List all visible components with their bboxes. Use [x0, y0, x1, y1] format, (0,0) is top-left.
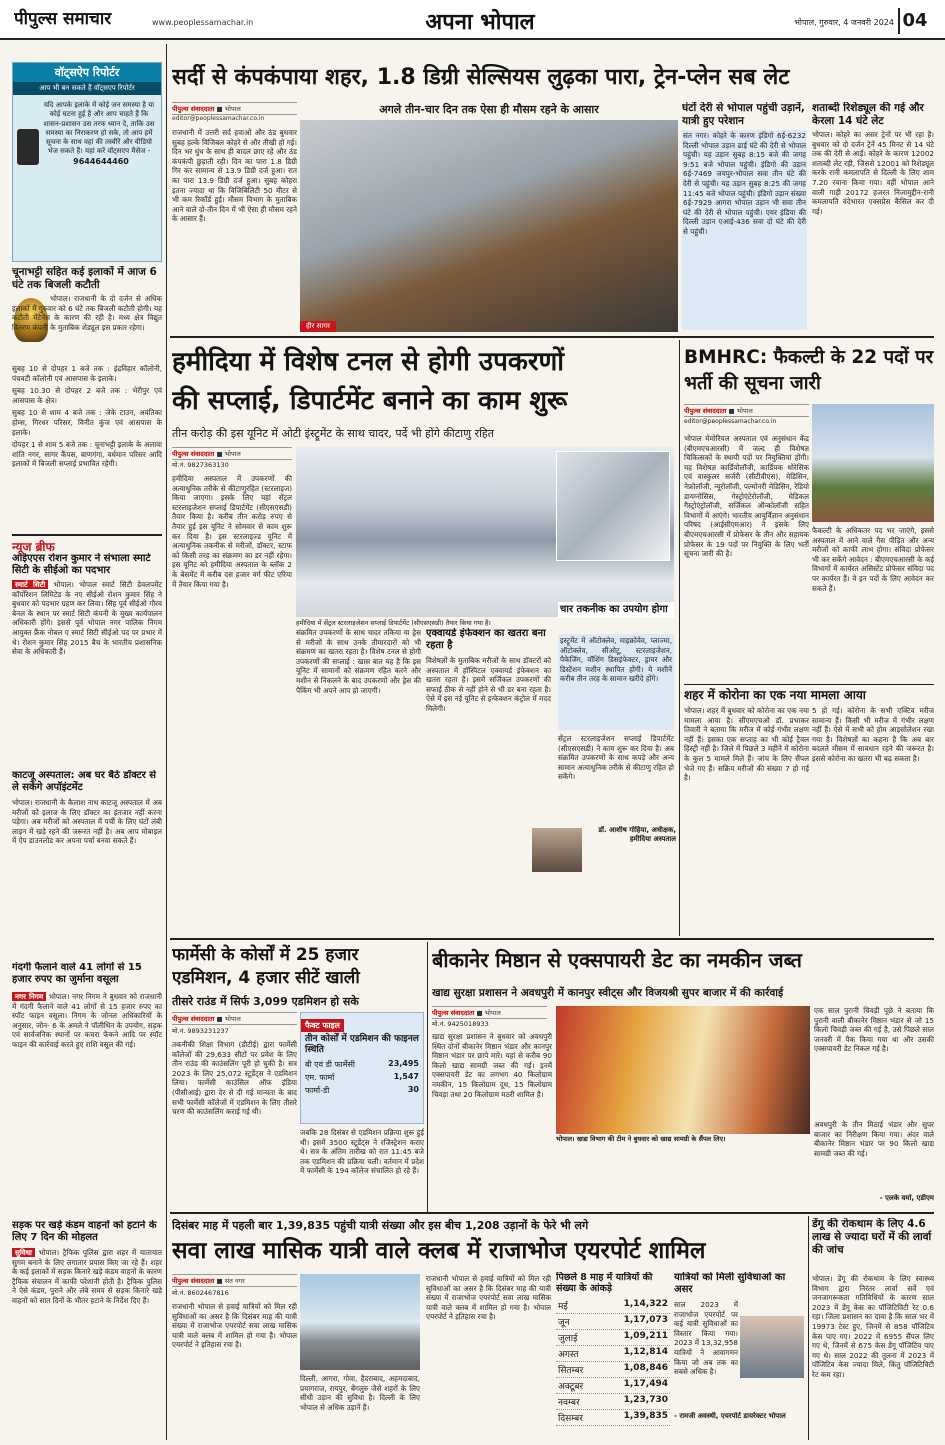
- hamidia-col2: संक्रमित उपकरणों के साथ चादर तकिया या ड्रेस से मरीजों के साथ उनके तीमारदारों को भी संक्रमण का खतरा रहता है। विशेष टनल से होगी उपकरणों की सप्लाई : खास बात यह है कि इस यूनिट में सामानों को संक्रमण रहित करने और मशीन से निकलने के बाद उपकरणों और ड्रेस की पैकिंग भी अपने आप हो जाएगी।: [296, 628, 421, 695]
- tech-box-body: इस्ट्रूमेंट में ऑटोक्लेव, माइक्रोवेव, प्लाज्मा, ऑटोक्लेव, सीओटू, स्टरलाइजेशन, पैकेजिंग, वॉशिंग डिसइंफेक्टर, ड्रायर और डिस्टेंशन मशीन स्थापित होंगी। ये मशीनें करीब तीन तरह के सामान खरीदे होंगे।: [558, 634, 674, 730]
- bmhrc-reporter: पीपुल्स संवाददाता: [684, 407, 727, 415]
- tech-box-headline: चार तकनीक का उपयोग होगा: [558, 602, 674, 618]
- fact-row: [301, 1058, 423, 1071]
- website: www.peoplessamachar.in: [152, 18, 254, 27]
- airport-mobile: मो.नं. 8602467816: [172, 1289, 229, 1297]
- section-rule-3: [170, 1212, 934, 1214]
- brief2-headline: काटजू अस्पताल: अब घर बैठे डॉक्टर से ले सकेंगे अपॉइंटमेंट: [12, 770, 157, 793]
- fact-row-name: फार्मा-डी: [305, 1086, 330, 1095]
- chart-value-label: 1,09,211: [623, 1331, 668, 1341]
- airport-byline: पीपुल्स संवाददाता ■ संत नगर: [172, 1274, 297, 1287]
- hamidia-photo-caption: हमीदिया में सेंट्रल स्टरलाइजेशन सप्लाई डिपार्टमेंट (सीएसएसडी) तैयार किया गया है।: [296, 619, 491, 627]
- brand-name: पीपुल्स समाचार: [14, 9, 112, 29]
- bmhrc-divider: [679, 340, 680, 936]
- chart-month-label: अक्टूबर: [558, 1382, 584, 1392]
- brief3-headline: गंदगी फैलाने वाले 41 लोगों से 15 हजार रुपए का जुर्माना वसूला: [12, 962, 142, 985]
- hamidia-reporter: पीपुल्स संवाददाता: [172, 450, 215, 458]
- whatsapp-box: [12, 62, 162, 262]
- dengue-body: भोपाल। डेंगू की रोकथाम के लिए स्वास्थ्य विभाग द्वारा निरंतर लार्वा सर्वे एवं जनजागरूकता गतिविधियों के कारण साल 2023 में डेंगू केस का पॉजिटिविटी रेट 0.6 रहा। जिला प्रशासन का दावा है कि साल भर में 19973 टेस्ट हुए, जिनमें से 858 पॉजिटिव केस पाए गए। 2022 में 6955 सैंपल लिए गए थे, जिनमें से 675 केस डेंगू पॉजिटिव पाए गए थे। साल 2022 की तुलना में 2023 में पॉजिटिव केस ज्यादा मिले, किंतु पॉजिटिविटी रेट कम रहा।: [812, 1274, 934, 1379]
- trains-headline: शताब्दी रिशेड्यूल की गई और केरला 14 घंटे लेट: [812, 102, 924, 127]
- news-brief-label: न्यूज ब्रीफ: [12, 534, 162, 555]
- chart-month-label: अगस्त: [558, 1350, 579, 1360]
- chart-month-label: नवम्बर: [558, 1398, 580, 1408]
- brief1-headline: आईएएस रोशन कुमार ने संभाला स्मार्ट सिटी के सीईओ का पदभार: [12, 553, 151, 576]
- hamidia-photo-inset: [556, 451, 670, 561]
- airport-reporter: पीपुल्स संवाददाता: [172, 1277, 215, 1285]
- chart-row: [556, 1330, 670, 1346]
- page-number: 04: [898, 8, 930, 34]
- chart-month-label: मई: [558, 1302, 568, 1312]
- bmhrc-body2: फैकल्टी के अधिकतर पद भर जाएंगे, इससे अस्पताल में आने वाले गैस पीड़ित और अन्य मरीजों को काफी लाभ होगा। संविदा प्रोफेसर भी कर सकेंगे आवेदन : बीएमएचआरसी के कई विभागों में कार्यरत असिस्टेंट प्रोफेसर संविदा पद पर कार्यरत हैं। वे इन पदों के लिए आवेदन कर सकते हैं।: [812, 526, 934, 593]
- cold-place: भोपाल: [224, 105, 241, 113]
- whatsapp-subtitle: आप भी बन सकते हैं वॉट्सएप रिपोर्टर: [13, 82, 161, 95]
- powercut-headline: चूनाभट्टी सहित कई इलाकों में आज 6 घंटे तक बिजली कटौती: [12, 266, 157, 291]
- passenger-chart: [556, 1272, 670, 1440]
- pharmacy-mobile: मो.नं. 9893231237: [172, 1027, 229, 1035]
- pharmacy-body: तकनीकी शिक्षा विभाग (डीटीई) द्वारा फार्मेसी कॉलेजों की 29,633 सीटों पर प्रवेश के लिए तीन राउंड की काउंसलिंग पूरी हो चुकी है। सत्र 2023 के लिए 25,072 स्टूडेंट्स ने एडमिशन लिया। फार्मेसी काउंसिल ऑफ इंडिया (पीसीआई) द्वारा देर से दी गई मान्यता के बाद सभी फार्मेसी कॉलेजों में एडमिशन के लिए तीसरे चरण की काउंसलिंग कराई गई थी।: [172, 1040, 297, 1117]
- fact-row: [301, 1084, 423, 1097]
- whatsapp-phone: 9644644460: [73, 156, 129, 166]
- chart-value-label: 1,08,846: [623, 1363, 668, 1373]
- powercut-item: सुबह 10 से दोपहर 1 बजे तक : इंद्रविहार कॉलोनी, पंचवटी कॉलोनी एवं आसपास के इलाके।: [12, 364, 162, 383]
- airport-headline: सवा लाख मासिक यात्री वाले क्लब में राजाभोज एयरपोर्ट शामिल: [172, 1238, 706, 1264]
- bmhrc-email: editor@peoplessamachar.co.in: [684, 418, 777, 425]
- airport-place: संत नगर: [224, 1277, 245, 1285]
- chart-value-label: 1,14,322: [623, 1299, 668, 1309]
- hamidia-headline-1: हमीदिया में विशेष टनल से होगी उपकरणों: [172, 347, 564, 377]
- brief2-body: भोपाल। राजधानी के कैलाश नाथ काटजू अस्पताल में अब मरीजों को इलाज के लिए डॉक्टर का इंतजार नहीं करना पड़ेगा। अब मरीजों को अस्पताल में पर्ची के लिए घंटों लंबी लाइन में खड़े रहने की जरूरत नहीं है। अब आप मोबाइल में ऐप डाउनलोड कर अपना पर्चा बनवा सकते हैं।: [12, 798, 162, 846]
- powercut-item: सुबह 10 से शाम 4 बजे तक : जेके टाउन, अवंतिका होम्स, गिरधर परिसर, विनीत कुंज एवं आसपास के इलाके।: [12, 408, 162, 437]
- airport-body3: [426, 1274, 551, 1438]
- fact-row-value: 1,547: [393, 1072, 419, 1081]
- bikaner-side: एक साल पुरानी चिवड़ी पूछे ने बताया कि पुरानी वाली बीकानेर मिष्ठान भंडार से जो 15 किलो चिवड़ी जब्त की गई है, उसे पिछले साल जनवरी में पैक किया गया था और उसकी एक्सपायरी डेट निकल गई है।: [814, 1006, 934, 1054]
- bikaner-place: भोपाल: [484, 1009, 501, 1017]
- trains-body: भोपाल। कोहरे का असर ट्रेनों पर भी रहा है। बुधवार को दो दर्जन ट्रेनें 45 मिनट से 14 घंटे तक की देरी से आईं। कोहरे के कारण 12002 शताब्दी लेट रही, जिससे 12001 को रिशेड्यूल करके रानी कमलापति से दिल्ली के लिए शाम 7.20 रवाना किया गया। वहीं भोपाल आने वाली गाड़ी 20172 हजरत निजामुद्दीन-रानी कमलापति वंदेभारत एक्सप्रेस कैंसिल कर दी गई।: [812, 130, 934, 216]
- powercut-list: [12, 364, 162, 530]
- fact-row-name: बी एवं डी फार्मेसी: [305, 1060, 355, 1069]
- chart-month-label: जुलाई: [558, 1334, 578, 1344]
- hamidia-byline: पीपुल्स संवाददाता ■ भोपाल: [172, 447, 292, 460]
- bikaner-divider: [427, 942, 428, 1212]
- facility-headline: यात्रियों को मिली सुविधाओं का असर: [674, 1272, 786, 1295]
- section-title: अपना भोपाल: [425, 10, 535, 35]
- bikaner-photo-caption: भोपाल। खाद्य विभाग की टीम ने बुधवार को खाद्य सामग्री के सैंपल लिए।: [556, 1135, 726, 1143]
- masthead: [0, 0, 945, 40]
- pharmacy-subhead: तीसरे राउंड में सिर्फ 3,099 एडमिशन हो सके: [172, 995, 359, 1008]
- hamidia-headline-2: की सप्लाई, डिपार्टमेंट बनाने का काम शुरू: [172, 386, 568, 416]
- cold-photo-credit: हीर सागर: [300, 321, 336, 332]
- chart-value-label: 1,17,073: [623, 1315, 668, 1325]
- dengue-headline: डेंगू की रोकथाम के लिए 4.6 लाख से ज्यादा घरों में की लार्वा की जांच: [812, 1218, 932, 1256]
- flights-headline: घंटों देरी से भोपाल पहुंची उड़ानें, यात्री हुए परेशान: [682, 102, 805, 127]
- chart-month-label: सितम्बर: [558, 1366, 584, 1376]
- hamidia-quote-by: डॉ. आशीष गोहिया, अधीक्षक, हमीदिया अस्पताल: [598, 826, 676, 843]
- chart-row: [556, 1314, 670, 1330]
- chart-rows: [556, 1298, 670, 1426]
- fact-file: [300, 1012, 424, 1124]
- brief3-tag: नगर निगम: [12, 992, 46, 1001]
- pharmacy-place: भोपाल: [224, 1015, 241, 1023]
- chart-row: [556, 1394, 670, 1410]
- infection-body: विशेषज्ञों के मुताबिक मरीजों के साथ डॉक्टरों को अस्पताल में हॉस्पिटल एक्वायर्ड इंफेक्शन का खतरा रहता है। इसमें सर्जिकल उपकरणों की सफाई ठीक से नहीं होने से भी डर बना रहता है। ऐसे में इस नई यूनिट से इन्फेक्शन कंट्रोल में मदद मिलेगी।: [426, 656, 551, 713]
- bikaner-photo: [556, 1006, 810, 1134]
- fact-file-label: फैक्ट फाइल: [301, 1019, 344, 1032]
- bikaner-reporter: पीपुल्स संवाददाता: [432, 1009, 475, 1017]
- cold-byline: पीपुल्स संवाददाता ■ भोपाल: [172, 102, 297, 115]
- pharmacy-reporter: पीपुल्स संवाददाता: [172, 1015, 215, 1023]
- hamidia-place: भोपाल: [224, 450, 241, 458]
- bikaner-headline: बीकानेर मिष्ठान से एक्सपायरी डेट का नमकीन जब्त: [432, 948, 802, 972]
- bikaner-subhead: खाद्य सुरक्षा प्रशासन ने अवधपुरी में कानपुर स्वीट्स और विजयश्री सुपर बाजार में की कार्रवाई: [432, 987, 784, 999]
- chart-value-label: 1,17,494: [623, 1379, 668, 1389]
- dengue-divider: [808, 1216, 809, 1440]
- bikaner-box-by: - एलके वर्मा, एडीएम: [879, 1194, 934, 1202]
- chart-row: [556, 1410, 670, 1426]
- airport-col3-text: राजधानी भोपाल से हवाई यात्रियों को मिल रही सुविधाओं का असर है कि दिसंबर माह की यात्री संख्या में राजाभोज एयरपोर्ट सवा लाख मासिक यात्री वाले क्लब में शामिल हो गया है। भोपाल एयरपोर्ट ने इतिहास रचा है।: [426, 1274, 551, 1322]
- airport-body2: दिल्ली, आगरा, गोवा, हैदराबाद, अहमदाबाद, प्रयागराज, रायपुर, बेंगलुरु जैसे शहरों के लिए सीधी उड़ान की सुविधा है। दिल्ली के लिए भोपाल से अधिक उड़ानें हैं।: [300, 1374, 420, 1412]
- dateline: भोपाल, गुरुवार, 4 जनवरी 2024: [794, 18, 894, 27]
- brief4-tag: सुविधा: [12, 1248, 35, 1257]
- pharmacy-byline: पीपुल्स संवाददाता ■ भोपाल: [172, 1012, 297, 1025]
- brief1-tag: स्मार्ट सिटी: [12, 580, 48, 589]
- bmhrc-place: भोपाल: [736, 407, 753, 415]
- infection-headline: एक्वायर्ड इंफेक्शन का खतरा बना रहता है: [426, 628, 546, 651]
- brief4-headline: सड़क पर खड़े कंडम वाहनों को हटाने के लिए 7 दिन की मोहलत: [12, 1220, 157, 1243]
- whatsapp-title: वॉट्सऐप रिपोर्टर: [13, 63, 161, 82]
- cold-headline: सर्दी से कंपकंपाया शहर, 1.8 डिग्री सेल्सियस लुढ़का पारा, ट्रेन-प्लेन सब लेट: [172, 65, 790, 90]
- chart-row: [556, 1362, 670, 1378]
- corona-body2: 5 हो गई। कोरोना के सभी एक्टिव मरीज सामान्य हैं। किसी भी मरीज में गंभीर लक्षण नहीं हैं। ऐसे में सभी को होम आइसोलेशन रखा गया है। विशेषज्ञों का कहना है कि अब बार बदलते मौसम में सावधान रहने की जरूरत है। इससे कोरोना का खतरा भी बढ़ सकता है।: [812, 706, 934, 763]
- cold-email: editor@peoplessamachar.co.in: [172, 115, 265, 122]
- section-rule: [170, 336, 934, 338]
- bmhrc-headline: BMHRC: फैकल्टी के 22 पदों पर भर्ती की सूचना जारी: [684, 347, 934, 394]
- section-rule-2: [170, 938, 934, 940]
- logo: [14, 6, 144, 32]
- chart-month-label: दिसम्बर: [558, 1414, 583, 1424]
- hamidia-photo: [296, 447, 674, 617]
- chart-value-label: 1,39,835: [623, 1411, 668, 1421]
- chart-row: [556, 1346, 670, 1362]
- airport-body: राजधानी भोपाल से हवाई यात्रियों को मिल रही सुविधाओं का असर है कि दिसंबर माह की यात्री संख्या में राजाभोज एयरपोर्ट सवा लाख मासिक यात्री वाले क्लब में शामिल हो गया है। भोपाल एयरपोर्ट ने इतिहास रचा है।: [172, 1302, 297, 1350]
- whatsapp-body: यदि आपके इलाके में कोई जन समस्या है या कोई घटना हुई है और आप चाहते हैं कि शासन-प्रशासन उस तरफ ध्यान दे, ताकि उस समस्या का निराकरण हो सके, तो आप हमें सूचना के साथ वहां की तस्वीरें और वीडियो भेज सकते हैं। यहां करें वॉट्सएप मैसेज -: [43, 101, 155, 156]
- hamidia-quote: सेंट्रल स्टरलाइजेशन सप्लाई डिपार्टमेंट (सीएसएसडी) ने काम शुरू कर दिया है। अब संक्रमित उपकरणों के साथ कपड़े और अन्य सामान अत्याधुनिक तरीके से कीटाणु रहित हो सकेंगे।: [558, 734, 674, 782]
- brief3-text: भोपाल। नगर निगम ने बुधवार को राजधानी में गंदगी फैलाने वाले 41 लोगों से 15 हजार रुपए का स्पॉट फाइन वसूला। निगम के जोनल अधिकारियों के अनुसार, जोन- 6 के अमले ने पॉलीथिन के उपयोग, सड़क एवं सार्वजनिक स्थानों पर कचरा फेंकने आदि पर स्पॉट फाइन की कार्रवाई करते हुए राशि वसूल की गई।: [12, 992, 162, 1049]
- facility-body: साल 2023 में राजाभोज एयरपोर्ट पर कई यात्री सुविधाओं का विस्तार किया गया। 2023 में 13,32,958 यात्रियों ने आवागमन किया जो अब तक का सबसे अधिक है।: [674, 1300, 738, 1377]
- bikaner-mobile: मो.नं. 9425018933: [432, 1020, 489, 1028]
- bikaner-body: खाद्य सुरक्षा प्रशासन ने बुधवार को अवधपुरी स्थित दोनों बीकानेर मिष्ठान भंडार और कानपुर मिष्ठान भंडार पर छापे मारे। यहां से करीब 90 किलो खाद्य सामग्री जब्त की गई। इनमें एक्सपायरी डेट का लगभग 40 किलोग्राम नमकीन, 15 किलोग्राम दूध, 15 किलोग्राम चिवड़ा तथा 20 किलोग्राम मठरी शामिल है।: [432, 1032, 552, 1099]
- airport-photo: [300, 1274, 420, 1370]
- cold-photo: [300, 120, 678, 332]
- chart-row: [556, 1298, 670, 1314]
- chart-row: [556, 1378, 670, 1394]
- powercut-intro: भोपाल। राजधानी के दो दर्जन से अधिक इलाकों में गुरुवार को 6 घंटे तक बिजली कटौती होगी। यह कटौती मेंटेनेंस के कारण की रही है। मध्य क्षेत्र विद्युत वितरण कंपनी के मुताबिक शेड्यूल इस प्रकार रहेगा।: [12, 294, 162, 332]
- hamidia-subhead: तीन करोड़ की इस यूनिट में ओटी इंस्ट्रूमेंट के साथ चादर, पर्दे भी होंगे कीटाणु रहित: [172, 427, 495, 440]
- bmhrc-byline: पीपुल्स संवाददाता ■ भोपाल: [684, 404, 809, 417]
- fact-row-value: 23,495: [388, 1059, 419, 1068]
- facility-quote-by: - रामजी अवस्थी, एयरपोर्ट डायरेक्टर भोपाल: [674, 1412, 786, 1420]
- corona-headline: शहर में कोरोना का एक नया मामला आया: [684, 684, 934, 703]
- fact-file-title: तीन कोर्सों में एडमिशन की फाइनल स्थिति: [305, 1034, 419, 1055]
- chart-title: पिछले 8 माह में यात्रियों की संख्या के आंकड़े: [556, 1272, 653, 1294]
- bikaner-box: अवधपुरी के तीन मिठाई भंडार और सुपर बाजार का निरीक्षण किया गया। अंदर वाले बीकानेर मिष्ठान भंडार पर 90 किलो खाद्य सामग्री जब्त की गई।: [814, 1120, 934, 1158]
- chart-value-label: 1,23,730: [623, 1395, 668, 1405]
- hamidia-body: हमीदिया अस्पताल में उपकरणों की अत्याधुनिक तरीके से कीटाणुरहित (स्टरलाइज) किया जाएगा। इसके लिए यहां सेंट्रल स्टरलाइजेशन सप्लाई डिपार्टमेंट (सीएसएसडी) तैयार किया है। करीब तीन करोड़ रुपए से तैयार हुई इस यूनिट ने सोमवार से काम शुरू कर दिया है। इस स्टरलाइज्ड यूनिट में अत्याधुनिक तकनीक से मरीजों, डॉक्टर, स्टाफ को किसी तरह का संक्रमण का डर नहीं रहेगा। इस यूनिट को हमीदिया अस्पताल के ब्लॉक 2 के बेसमेंट में करीब दस हजार वर्ग फीट एरिया में तैयार किया गया है।: [172, 474, 292, 589]
- powercut-item: सुबह 10.30 से दोपहर 2 बजे तक : भेरीपुर एवं आसपास के क्षेत्र।: [12, 386, 162, 405]
- fact-row-value: 30: [407, 1085, 419, 1094]
- corona-body: भोपाल। शहर में बुधवार को कोरोना का एक नया मामला आया है। सीएमएचओ डॉ. प्रभाकर तिवारी ने बताया कि मरीज में कोई गंभीर लक्षण नहीं हैं। इसका एक सप्ताह का भी कोई ट्रैवल हिस्ट्री नहीं है। जिले में पिछले 3 महीने में कोरोना के कुल 5 मामले मिले हैं। जांच के लिए सैंपल भेजे गए हैं। सक्रिय मरीजों की संख्या 7 हो गई है।: [684, 706, 809, 783]
- powercut-item: दोपहर 1 से शाम 5 बजे तक : चूनाभट्टी इलाके के अलावा शांति नगर, सागर कैंपस, बाणगंगा, वर्धमान परिसर आदि इलाकों में बिजली सप्लाई प्रभावित रहेगी।: [12, 440, 162, 469]
- pharmacy-body2: जबकि 28 दिसंबर से एडमिशन प्रक्रिया शुरू हुई थी। इसमें 3500 स्टूडेंट्स ने रजिस्ट्रेशन कराए थे। सत्र के अंतिम तारीख को रात 11:45 बजे तक एडमिशन की प्रक्रिया चली। वर्तमान में प्रदेश में फार्मेसी के 194 कॉलेज संचालित हो रहे हैं।: [300, 1128, 424, 1176]
- hamidia-mobile: मो.नं. 9827363130: [172, 461, 229, 469]
- director-photo: [740, 1316, 804, 1378]
- cold-body: राजधानी में उत्तरी सर्द हवाओं और ठंड बुधवार सुबह हल्के विजिबल कोहरे से और तीखी हो गई। दिन भर धुंध के साथ ही बादल छाए रहे और ठंड कंपकंपी छुड़ाती रही। दिन का पारा 1.8 डिग्री गिर कर सामान्य से 13.9 डिग्री दर्ज हुआ। रात का पारा 13.9 डिग्री दर्ज हुआ। सुबह कोहरा इतना ज्यादा था कि विजिबिलिटी 50 मीटर से भी कम रिकॉर्ड हुई। मौसम विभाग के मुताबिक आने वाले दो-तीन दिन में भी ऐसा ही मौसम रहने के आसार हैं।: [172, 128, 297, 224]
- cold-reporter: पीपुल्स संवाददाता: [172, 105, 215, 113]
- fact-row-name: एम. फार्मा: [305, 1073, 335, 1082]
- bmhrc-photo: [812, 404, 934, 522]
- brief1-text: भोपाल। भोपाल स्मार्ट सिटी डेवलपमेंट कॉर्पोरेशन लिमिटेड के नए सीईओ रोशन कुमार सिंह ने बुधवार को पदभार ग्रहण कर लिया। सिंह पूर्व सीईओ गौरव बेनल के स्थान पर स्मार्ट सिटी कंपनी के मुख्य कार्यपालन अधिकारी होंगे। इससे पूर्व भोपाल नगर पालिक निगम आयुक्त फ्रैंक नोबल ए स्मार्ट सिटी सीईओ पद पर प्रभार में थे। रोशन कुमार सिंह 2015 बैच के भारतीय प्रशासनिक सेवा के अधिकारी हैं।: [12, 580, 162, 657]
- bmhrc-body: भोपाल मेमोरियल अस्पताल एवं अनुसंधान केंद्र (बीएमएचआरसी) में जल्द ही विशेषज्ञ चिकित्सकों के स्थायी पदों पर नियुक्तियां होंगी। यह विशेषज्ञ कार्डियोलॉजी, कार्डियक थोरेसिक एवं वास्कुलर सर्जरी (सीटीवीएस), मेडिसिन, नेफ्रोलॉजी, न्यूरोलॉजी, पल्मोनरी मेडिसिन, रेडियो डायग्नोसिस, गेस्ट्रोएंटेरोलॉजी, मेडिकल गैस्ट्रोएंट्रोलॉजी, सर्जिकल ऑन्कोलॉजी सहित विभागों में आएंगे। भारतीय आयुर्विज्ञान अनुसंधान परिषद (आईसीएमआर) ने इसके लिए बीएमएचआरसी में प्रोफेसर के तीन और सहायक प्रोफेसर के 19 पदों पर नियुक्ति के लिए भर्ती सूचना जारी की है।: [684, 434, 809, 559]
- brief4-text: भोपाल। ट्रैफिक पुलिस द्वारा शहर में यातायात सुगम बनाने के लिए लगातार प्रयास किए जा रहे हैं। शहर के कई इलाकों में सड़क किनारे खड़े कंडम वाहनों के कारण ट्रैफिक संचालन में काफी परेशानी होती है। ट्रैफिक पुलिस ने ऐसे कंडम, पुराने और लंबे समय से सड़क किनारे खड़े वाहनों को सात दिनों के भीतर हटाने के निर्देश दिए हैं।: [12, 1248, 162, 1305]
- chart-value-label: 1,12,814: [623, 1347, 668, 1357]
- pharmacy-headline: फार्मेसी के कोर्सों में 25 हजार एडमिशन, 4 हजार सीटें खाली: [172, 945, 360, 988]
- chart-month-label: जून: [558, 1318, 570, 1328]
- bikaner-byline: पीपुल्स संवाददाता ■ भोपाल: [432, 1006, 547, 1019]
- cold-photo-caption: अगले तीन-चार दिन तक ऐसा ही मौसम रहने के आसार: [379, 103, 599, 116]
- brief3-body: [12, 992, 162, 1154]
- left-column-divider: [166, 44, 167, 1440]
- doctor-photo: [532, 828, 582, 872]
- airport-kicker: दिसंबर माह में पहली बार 1,39,835 पहुंची यात्री संख्या और इस बीच 1,208 उड़ानों के फेरे भी लगे: [172, 1219, 589, 1232]
- brief4-body: [12, 1248, 162, 1438]
- brief1-body: [12, 580, 162, 748]
- flights-body: संत नगर। कोहरे के कारण इंडिगो 6ई-6232 दिल्ली भोपाल उड़ान ढाई घंटे की देरी से भोपाल पहुंची। यह उड़ान सुबह 8:15 बजे की जगह 9:51 बजे भोपाल पहुंची। इंडिगो की उड़ान 6ई-7469 जयपुर-भोपाल सवा तीन घंटे की देरी से पहुंची। यह उड़ान सुबह 8:25 की जगह 11:45 बजे भोपाल पहुंची। इंडिगो उड़ान संख्या 6ई-7929 आगरा भोपाल उड़ान भी सवा तीन घंटे की देरी से भोपाल पहुंची। एयर इंडिया की दिल्ली उड़ान एआई-436 सवा दो घंटे की देरी से पहुंची।: [682, 130, 807, 330]
- phone-icon: [17, 129, 39, 165]
- fact-row: [301, 1071, 423, 1084]
